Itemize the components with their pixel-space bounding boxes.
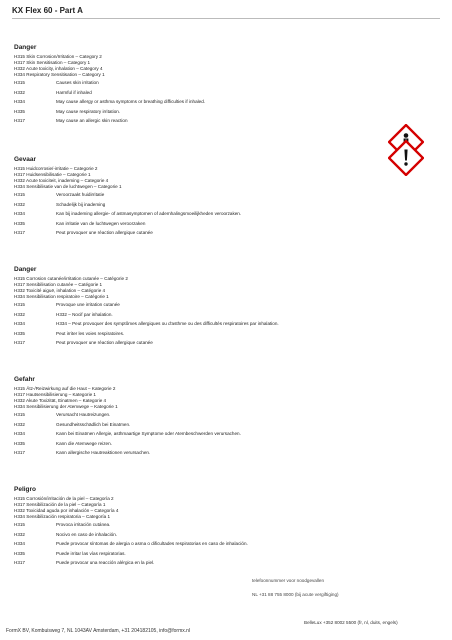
hazard-statement: [14, 321, 394, 331]
classification-line: H334 Sensibilisation respiratoire – Catégorie 1: [14, 294, 109, 300]
hazard-code: H332: [14, 421, 25, 427]
classification-line: H334 Sensibilisierung der Atemwege – Kategorie 1: [14, 404, 118, 410]
hazard-code: H335: [14, 550, 25, 556]
hazard-code: H335: [14, 330, 25, 336]
hazard-code: H317: [14, 560, 25, 566]
section-nl: [14, 156, 394, 240]
hazard-code: H334: [14, 321, 25, 327]
hazard-code: H334: [14, 211, 25, 217]
hazard-statement: [14, 532, 394, 542]
hazard-statement: [14, 560, 394, 570]
hazard-text: H334 – Peut provoquer des symptômes allergiques ou d'asthme ou des difficultés respiratoires par inhalation.: [56, 321, 279, 327]
hazard-text: May cause an allergic skin reaction: [56, 118, 128, 124]
hazard-statement: [14, 302, 394, 312]
hazard-text: Peut irriter les voies respiratoires.: [56, 330, 125, 336]
classification-line: H315 Ätz-/Reizwirkung auf die Haut – Kategorie 2: [14, 386, 116, 391]
classification-line: H334 Respiratory Sensitisation – Category 1: [14, 72, 105, 78]
section-heading: Peligro: [14, 486, 37, 493]
hazard-text: Kann die Atemwege reizen.: [56, 440, 112, 446]
classification-line: H332 Akute Toxizität, Einatmen – Kategorie 4: [14, 398, 107, 404]
classification-line: H315 Skin Corrosion/Irritation – Category 2: [14, 54, 102, 59]
hazard-text: H332 – Nocif par inhalation.: [56, 311, 113, 317]
document-title: KX Flex 60 - Part A: [12, 6, 83, 15]
hazard-code: H315: [14, 302, 25, 308]
classification-line: H334 Sensibilisatie van de luchtwegen – Categorie 1: [14, 184, 122, 190]
hazard-code: H315: [14, 522, 25, 528]
hazard-text: Causes skin irritation: [56, 80, 99, 86]
title-divider: [12, 18, 440, 19]
company-footer: FormX BV, Kombuisweg 7, NL 1043AV Amsterdam, +31 204182105, info@formx.nl: [6, 628, 191, 634]
hazard-text: Peut provoquer une réaction allergique cutanée: [56, 230, 153, 236]
hazard-statement: [14, 99, 394, 109]
section-heading: Danger: [14, 266, 37, 273]
classification-line: H332 Toxicidad aguda por inhalación – Categoría 4: [14, 508, 119, 514]
section-es: [14, 486, 394, 570]
hazard-statement: [14, 80, 394, 90]
hazard-text: Puede provocar síntomas de alergia o asma o dificultades respiratorias en caso de inhalación.: [56, 541, 248, 547]
hazard-text: Puede irritar las vías respiratorias.: [56, 550, 126, 556]
hazard-code: H317: [14, 340, 25, 346]
hazard-text: Kann bei Einatmen Allergie, asthmaartige Symptome oder Atembeschwerden verursachen.: [56, 431, 241, 437]
classification-line: H317 Skin Sensitisation – Category 1: [14, 60, 91, 66]
hazard-text: Kan irritatie van de luchtwegen veroorzaken: [56, 220, 146, 226]
hazard-text: Harmful if inhaled: [56, 89, 92, 95]
classification-line: H332 Acute toxiciteit, inademing – Categorie 4: [14, 178, 109, 184]
hazard-statement: [14, 331, 394, 341]
hazard-code: H315: [14, 192, 25, 198]
hazard-code: H334: [14, 99, 25, 105]
hazard-text: Veroorzaakt huidirritatie: [56, 192, 105, 198]
hazard-code: H317: [14, 450, 25, 456]
classification-line: H317 Hautsensibilisierung – Kategorie 1: [14, 392, 96, 398]
hazard-text: Provoque une irritation cutanée: [56, 302, 120, 308]
section-heading: Gefahr: [14, 376, 35, 383]
emergency-phone-nl: NL +31 88 755 8000 (bij acute vergiftiging): [252, 592, 339, 597]
hazard-text: Schadelijk bij inademing: [56, 201, 106, 207]
classification-line: H332 Acute toxicity, inhalation – Category 4: [14, 66, 103, 72]
hazard-statement: [14, 340, 394, 350]
hazard-code: H335: [14, 220, 25, 226]
hazard-code: H317: [14, 118, 25, 124]
classification-line: H315 Corrosion cutanée/irritation cutanée – Catégorie 2: [14, 276, 128, 281]
hazard-statement: [14, 551, 394, 561]
hazard-code: H315: [14, 80, 25, 86]
classification-line: H317 Sensibilización de la piel – Categoría 1: [14, 502, 106, 508]
hazard-statement: [14, 202, 394, 212]
hazard-statement: [14, 412, 394, 422]
hazard-statement: [14, 221, 394, 231]
hazard-statement: [14, 118, 394, 128]
section-en: [14, 44, 394, 128]
section-de: [14, 376, 394, 460]
hazard-text: May cause allergy or asthma symptoms or breathing difficulties if inhaled.: [56, 99, 206, 105]
hazard-code: H332: [14, 89, 25, 95]
hazard-text: Peut provoquer une réaction allergique cutanée: [56, 340, 153, 346]
section-heading: Danger: [14, 44, 37, 51]
hazard-code: H335: [14, 108, 25, 114]
emergency-phone-be: BelleLux +352 8002 5500 (fr, nl, duits, engels): [304, 620, 398, 625]
hazard-text: Gesundheitsschädlich bei Einatmen.: [56, 421, 131, 427]
classification-line: H315 Huidcorrosie/-irritatie – Categorie 2: [14, 166, 98, 171]
classification-line: H317 Huidsensibilisatie – Categorie 1: [14, 172, 91, 178]
hazard-code: H317: [14, 230, 25, 236]
section-fr: [14, 266, 394, 350]
hazard-text: Nocivo en caso de inhalación.: [56, 531, 118, 537]
hazard-statement: [14, 312, 394, 322]
hazard-code: H334: [14, 541, 25, 547]
hazard-code: H332: [14, 531, 25, 537]
hazard-statement: [14, 211, 394, 221]
hazard-code: H315: [14, 412, 25, 418]
hazard-statement: [14, 450, 394, 460]
hazard-statement: [14, 90, 394, 100]
hazard-code: H332: [14, 201, 25, 207]
hazard-statement: [14, 541, 394, 551]
exclamation-mark-icon: [388, 140, 424, 176]
section-heading: Gevaar: [14, 156, 37, 163]
hazard-statement: [14, 422, 394, 432]
classification-line: H317 Sensibilisation cutanée – Catégorie 1: [14, 282, 103, 288]
hazard-code: H335: [14, 440, 25, 446]
hazard-statement: [14, 431, 394, 441]
classification-line: H332 Toxicité aiguë, inhalation – Catégorie 4: [14, 288, 106, 294]
hazard-statement: [14, 230, 394, 240]
hazard-statement: [14, 109, 394, 119]
hazard-statement: [14, 192, 394, 202]
hazard-text: May cause respiratory irritation.: [56, 108, 121, 114]
hazard-statement: [14, 441, 394, 451]
hazard-text: Kann allergische Hautreaktionen verursachen.: [56, 450, 151, 456]
hazard-text: Puede provocar una reacción alérgica en la piel.: [56, 560, 155, 566]
classification-line: H334 Sensibilización respiratoria – Categoría 1: [14, 514, 111, 520]
hazard-text: Provoca irritación cutánea.: [56, 522, 111, 528]
hazard-code: H334: [14, 431, 25, 437]
hazard-text: Kan bij inademing allergie- of astmasymptomen of ademhalingsmoeilijkheden veroorzaken.: [56, 211, 242, 217]
hazard-code: H332: [14, 311, 25, 317]
classification-line: H315 Corrosión/irritación de la piel – Categoría 2: [14, 496, 114, 501]
hazard-text: Verursacht Hautreizungen.: [56, 412, 111, 418]
emergency-label: telefoonnummer voor noodgevallen: [252, 578, 325, 583]
hazard-statement: [14, 522, 394, 532]
